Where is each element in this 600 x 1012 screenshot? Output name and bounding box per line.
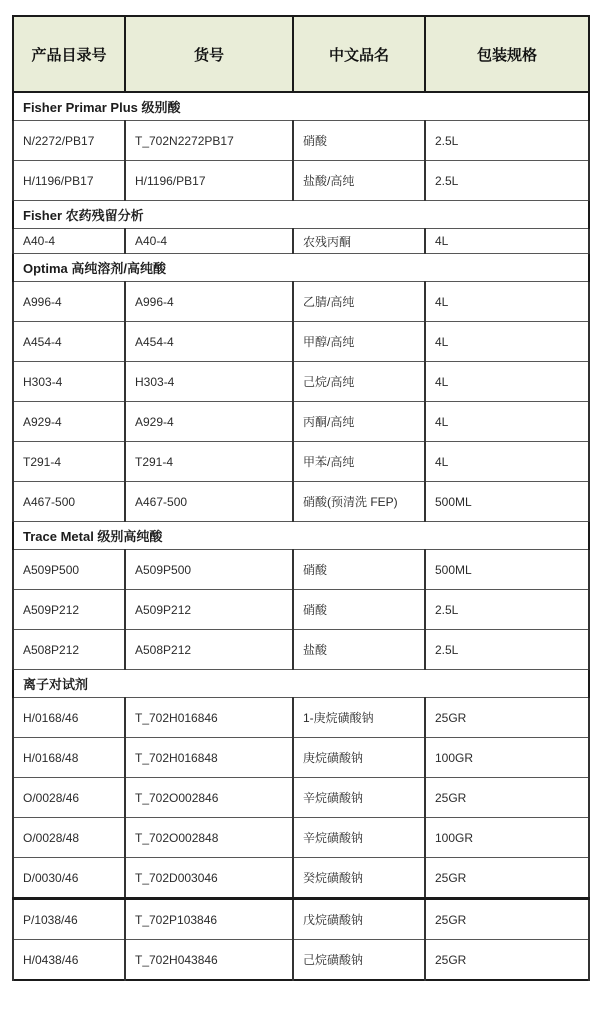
chinese-name-cell: 庚烷磺酸钠 xyxy=(293,738,425,778)
table-row xyxy=(13,550,589,590)
section-row xyxy=(13,201,589,229)
catalog-number-cell: O/0028/48 xyxy=(13,818,125,858)
table-row xyxy=(13,402,589,442)
item-number-cell: T_702H043846 xyxy=(125,940,293,981)
table-row xyxy=(13,282,589,322)
package-spec-cell: 25GR xyxy=(425,858,589,899)
item-number-cell: A996-4 xyxy=(125,282,293,322)
chinese-name-cell: 己烷磺酸钠 xyxy=(293,940,425,981)
catalog-number-cell: H303-4 xyxy=(13,362,125,402)
package-spec-cell: 4L xyxy=(425,229,589,254)
table-row xyxy=(13,482,589,522)
section-row xyxy=(13,522,589,550)
chinese-name-cell: 丙酮/高纯 xyxy=(293,402,425,442)
catalog-number-cell: P/1038/46 xyxy=(13,899,125,940)
column-header-package-spec: 包装规格 xyxy=(425,16,589,92)
catalog-number-cell: N/2272/PB17 xyxy=(13,121,125,161)
section-title: 离子对试剂 xyxy=(13,670,589,698)
catalog-number-cell: T291-4 xyxy=(13,442,125,482)
product-table xyxy=(12,15,590,981)
table-row xyxy=(13,322,589,362)
chinese-name-cell: 盐酸 xyxy=(293,630,425,670)
catalog-number-cell: H/0168/46 xyxy=(13,698,125,738)
catalog-number-cell: O/0028/46 xyxy=(13,778,125,818)
package-spec-cell: 500ML xyxy=(425,482,589,522)
table-row xyxy=(13,229,589,254)
table-row xyxy=(13,161,589,201)
package-spec-cell: 4L xyxy=(425,402,589,442)
catalog-number-cell: A40-4 xyxy=(13,229,125,254)
section-title: Fisher Primar Plus 级别酸 xyxy=(13,92,589,121)
catalog-number-cell: A508P212 xyxy=(13,630,125,670)
table-row xyxy=(13,858,589,899)
package-spec-cell: 4L xyxy=(425,282,589,322)
package-spec-cell: 25GR xyxy=(425,899,589,940)
package-spec-cell: 100GR xyxy=(425,818,589,858)
package-spec-cell: 2.5L xyxy=(425,590,589,630)
item-number-cell: T_702N2272PB17 xyxy=(125,121,293,161)
package-spec-cell: 2.5L xyxy=(425,161,589,201)
catalog-number-cell: A996-4 xyxy=(13,282,125,322)
column-header-item-number: 货号 xyxy=(125,16,293,92)
item-number-cell: T_702O002846 xyxy=(125,778,293,818)
chinese-name-cell: 硝酸 xyxy=(293,590,425,630)
chinese-name-cell: 甲苯/高纯 xyxy=(293,442,425,482)
item-number-cell: A508P212 xyxy=(125,630,293,670)
catalog-number-cell: A929-4 xyxy=(13,402,125,442)
package-spec-cell: 2.5L xyxy=(425,630,589,670)
catalog-number-cell: D/0030/46 xyxy=(13,858,125,899)
package-spec-cell: 4L xyxy=(425,322,589,362)
item-number-cell: A467-500 xyxy=(125,482,293,522)
section-title: Trace Metal 级别高纯酸 xyxy=(13,522,589,550)
catalog-number-cell: H/1196/PB17 xyxy=(13,161,125,201)
catalog-number-cell: A467-500 xyxy=(13,482,125,522)
table-row xyxy=(13,778,589,818)
item-number-cell: T_702P103846 xyxy=(125,899,293,940)
table-row xyxy=(13,442,589,482)
chinese-name-cell: 盐酸/高纯 xyxy=(293,161,425,201)
item-number-cell: T291-4 xyxy=(125,442,293,482)
package-spec-cell: 4L xyxy=(425,442,589,482)
chinese-name-cell: 硝酸(预清洗 FEP) xyxy=(293,482,425,522)
item-number-cell: T_702D003046 xyxy=(125,858,293,899)
chinese-name-cell: 戊烷磺酸钠 xyxy=(293,899,425,940)
item-number-cell: T_702H016848 xyxy=(125,738,293,778)
package-spec-cell: 25GR xyxy=(425,698,589,738)
item-number-cell: A509P500 xyxy=(125,550,293,590)
chinese-name-cell: 硝酸 xyxy=(293,121,425,161)
item-number-cell: A509P212 xyxy=(125,590,293,630)
chinese-name-cell: 己烷/高纯 xyxy=(293,362,425,402)
table-row xyxy=(13,121,589,161)
catalog-number-cell: A509P500 xyxy=(13,550,125,590)
header-row xyxy=(13,16,589,92)
section-row xyxy=(13,254,589,282)
table-row xyxy=(13,818,589,858)
item-number-cell: T_702O002848 xyxy=(125,818,293,858)
table-row xyxy=(13,590,589,630)
package-spec-cell: 500ML xyxy=(425,550,589,590)
section-title: Optima 高纯溶剂/高纯酸 xyxy=(13,254,589,282)
package-spec-cell: 2.5L xyxy=(425,121,589,161)
item-number-cell: A454-4 xyxy=(125,322,293,362)
table-row xyxy=(13,698,589,738)
item-number-cell: T_702H016846 xyxy=(125,698,293,738)
catalog-number-cell: A509P212 xyxy=(13,590,125,630)
column-header-catalog-number: 产品目录号 xyxy=(13,16,125,92)
chinese-name-cell: 乙腈/高纯 xyxy=(293,282,425,322)
item-number-cell: H/1196/PB17 xyxy=(125,161,293,201)
item-number-cell: A40-4 xyxy=(125,229,293,254)
item-number-cell: A929-4 xyxy=(125,402,293,442)
section-title: Fisher 农药残留分析 xyxy=(13,201,589,229)
table-row xyxy=(13,362,589,402)
chinese-name-cell: 辛烷磺酸钠 xyxy=(293,818,425,858)
catalog-number-cell: A454-4 xyxy=(13,322,125,362)
chinese-name-cell: 甲醇/高纯 xyxy=(293,322,425,362)
column-header-chinese-name: 中文品名 xyxy=(293,16,425,92)
package-spec-cell: 25GR xyxy=(425,778,589,818)
chinese-name-cell: 癸烷磺酸钠 xyxy=(293,858,425,899)
package-spec-cell: 100GR xyxy=(425,738,589,778)
item-number-cell: H303-4 xyxy=(125,362,293,402)
section-row xyxy=(13,92,589,121)
package-spec-cell: 25GR xyxy=(425,940,589,981)
table-row xyxy=(13,738,589,778)
catalog-number-cell: H/0438/46 xyxy=(13,940,125,981)
catalog-number-cell: H/0168/48 xyxy=(13,738,125,778)
package-spec-cell: 4L xyxy=(425,362,589,402)
table-row xyxy=(13,630,589,670)
chinese-name-cell: 硝酸 xyxy=(293,550,425,590)
chinese-name-cell: 农残丙酮 xyxy=(293,229,425,254)
chinese-name-cell: 1-庚烷磺酸钠 xyxy=(293,698,425,738)
chinese-name-cell: 辛烷磺酸钠 xyxy=(293,778,425,818)
table-row xyxy=(13,940,589,981)
table-row xyxy=(13,899,589,940)
section-row xyxy=(13,670,589,698)
